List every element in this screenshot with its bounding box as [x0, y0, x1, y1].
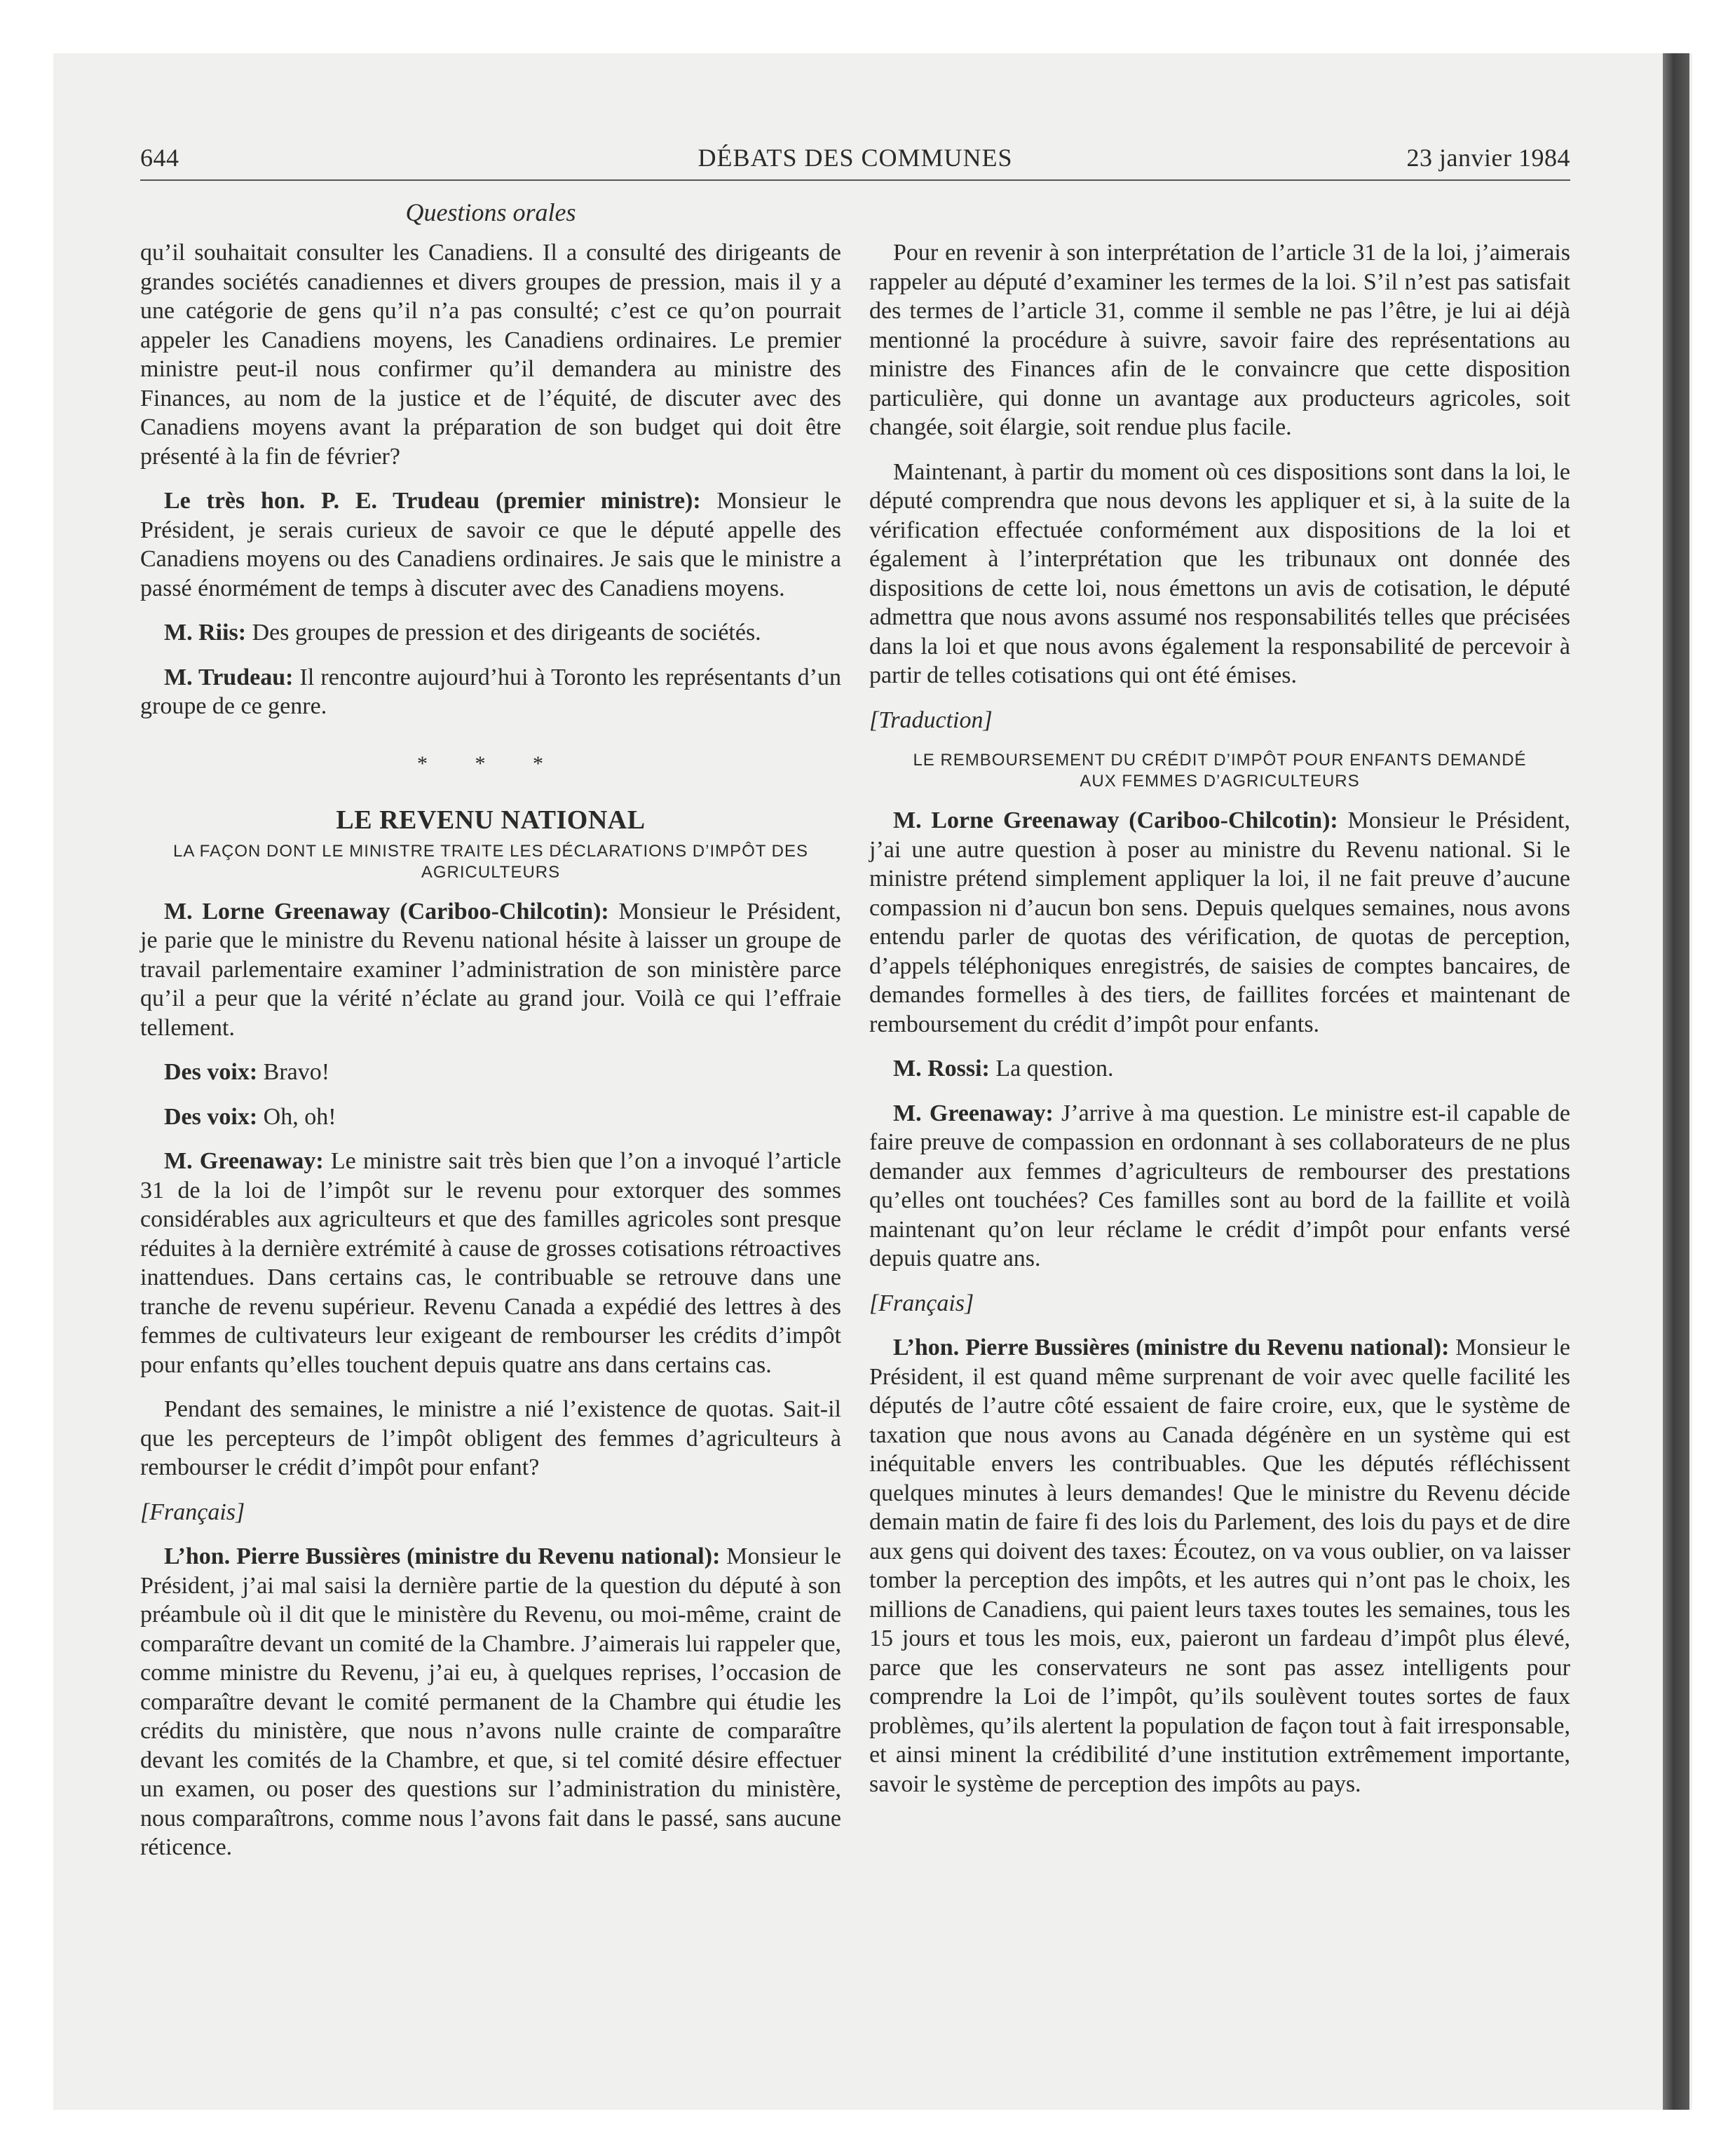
- section-heading: LE REVENU NATIONAL: [336, 805, 646, 835]
- issue-date: 23 janvier 1984: [1406, 144, 1570, 172]
- running-head: [140, 140, 1570, 181]
- section-label: Questions orales: [405, 198, 576, 226]
- paragraph: Pendant des semaines, le ministre a nié l’existence de quotas. Sait-il que les percepteurs de l’impôt obligent des femmes d’agriculteurs à rembourser le crédit d’impôt pour enfant?: [140, 1396, 841, 1480]
- speech-text: J’arrive à ma question. Le ministre est-il capable de faire preuve de compassion en ordonnant à ses collaborateurs de ne plus demander aux femmes d’agriculteurs de rembourser des prestations qu’elles ont touchées? Ces familles sont au bord de la faillite et voilà maintenant qu’on leur réclame le crédit d’impôt pour enfants versé depuis quatre ans.: [869, 1100, 1571, 1271]
- speaker-name: M. Lorne Greenaway (Cariboo-Chilcotin):: [164, 898, 609, 925]
- paragraph: [140, 1542, 841, 1862]
- paragraph: qu’il souhaitait consulter les Canadiens. Il a consulté des dirigeants de grandes sociétés canadiennes et divers groupes de pression, mais il y a une catégorie de gens qu’il n’a pas consulté; c’est ce qu’on pourrait appeler les Canadiens moyens, les Canadiens ordinaires. Le premier ministre peut-il nous confirmer qu’il demandera au ministre des Finances, au nom de la justice et de l’équité, de discuter avec des Canadiens moyens avant la préparation de son budget qui doit être présenté à la fin de février?: [140, 240, 841, 470]
- speech-text: Oh, oh!: [257, 1103, 336, 1130]
- speaker-name: M. Lorne Greenaway (Cariboo-Chilcotin):: [893, 807, 1338, 833]
- paragraph: Maintenant, à partir du moment où ces dispositions sont dans la loi, le député comprendra que nous devons les appliquer et si, à la suite de la vérification effectuée conformément aux dispositions de la loi et également à l’interprétation que les tribunaux ont donnée des dispositions de cette loi, nous émettons un avis de cotisation, le député admettra que nous avons assumé nos responsabilités telles que précisées dans la loi et que nous avons également la responsabilité de percevoir à partir de telles cotisations qui ont été émises.: [869, 458, 1570, 688]
- section-subheading: LA FAÇON DONT LE MINISTRE TRAITE LES DÉCLARATIONS D’IMPÔT DES AGRICULTEURS: [172, 841, 809, 882]
- paragraph: [869, 806, 1570, 1039]
- paragraph: [140, 1058, 841, 1087]
- paragraph: [869, 1333, 1570, 1799]
- speech-text: La question.: [989, 1056, 1114, 1082]
- language-marker: [Français]: [869, 1290, 974, 1316]
- speech-text: Monsieur le Président, j’ai mal saisi la dernière partie de la question du député à son préambule où il dit que le ministère du Revenu, ou moi-même, craint de comparaître devant un comité de la Chambre. J’aimerais lui rappeler que, comme ministre du Revenu, j’ai eu, à quelques reprises, l’occasion de comparaître devant le comité permanent de la Chambre qui étudie les crédits du ministère, que nous n’avons nulle crainte de comparaître devant les comités de la Chambre, et que, si tel comité désire effectuer un examen, ou poser des questions sur l’administration du ministère, nous comparaîtrons, comme nous l’avons fait dans le passé, sans aucune réticence.: [140, 1543, 841, 1860]
- speech-text: Monsieur le Président, je serais curieux de savoir ce que le député appelle des Canadiens moyens ou des Canadiens ordinaires. Je sais que le ministre a passé énormément de temps à discuter avec des Canadiens moyens.: [140, 488, 842, 601]
- language-marker: [Traduction]: [869, 707, 993, 733]
- paragraph: [869, 1054, 1570, 1084]
- paragraph: [140, 486, 841, 603]
- speaker-name: M. Trudeau:: [164, 664, 294, 690]
- speech-text: Bravo!: [257, 1059, 330, 1085]
- speaker-name: Le très hon. P. E. Trudeau (premier ministre):: [164, 488, 701, 514]
- speech-text: Le ministre sait très bien que l’on a invoqué l’article 31 de la loi de l’impôt sur le revenu pour extorquer des sommes considérables aux agriculteurs et que des familles agricoles sont presque réduites à la dernière extrémité à cause de grosses cotisations rétroactives inattendues. Dans certains cas, le contribuable se retrouve dans une tranche de revenu supérieur. Revenu Canada a expédié des lettres à des femmes de cultivateurs leur exigeant de rembourser les crédits d’impôt pour enfants qu’elles touchent depuis quatre ans dans certains cas.: [140, 1148, 841, 1378]
- paragraph: [140, 1147, 841, 1379]
- paragraph: [140, 618, 841, 648]
- speech-text: Des groupes de pression et des dirigeants de sociétés.: [246, 620, 761, 646]
- page-number: 644: [140, 144, 179, 172]
- section-divider: * * *: [417, 751, 564, 775]
- speaker-name: Des voix:: [164, 1059, 258, 1085]
- scan-edge: [1663, 53, 1689, 2110]
- speech-text: Il rencontre aujourd’hui à Toronto les représentants d’un groupe de ce genre.: [140, 664, 841, 719]
- speaker-name: L’hon. Pierre Bussières (ministre du Revenu national):: [164, 1543, 721, 1569]
- journal-title: DÉBATS DES COMMUNES: [698, 144, 1013, 172]
- speaker-name: M. Rossi:: [893, 1056, 990, 1082]
- language-marker: [Français]: [140, 1499, 245, 1525]
- section-subheading: LE REMBOURSEMENT DU CRÉDIT D’IMPÔT POUR ENFANTS DEMANDÉ AUX FEMMES D’AGRICULTEURS: [913, 751, 1527, 791]
- paragraph: [140, 1103, 841, 1132]
- speech-text: Monsieur le Président, je parie que le ministre du Revenu national hésite à laisser un groupe de travail parlementaire examiner l’administration de son ministère parce qu’il a peur que la vérité n’éclate au grand jour. Voilà ce qui l’effraie tellement.: [140, 898, 841, 1041]
- left-column: [140, 238, 841, 1878]
- paragraph: [140, 663, 841, 721]
- speaker-name: L’hon. Pierre Bussières (ministre du Revenu national):: [893, 1335, 1450, 1360]
- paragraph: Pour en revenir à son interprétation de l’article 31 de la loi, j’aimerais rappeler au député d’examiner les termes de la loi. S’il n’est pas satisfait des termes de l’article 31, comme il semble ne pas l’être, je lui ai déjà mentionné la procédure à suivre, savoir faire des représentations au ministre des Finances afin de le convaincre que cette disposition particulière, qui donne un avantage aux producteurs agricoles, soit changée, soit élargie, soit rendue plus facile.: [869, 240, 1570, 440]
- paragraph: [869, 1099, 1570, 1274]
- speaker-name: Des voix:: [164, 1103, 258, 1130]
- speech-text: Monsieur le Président, il est quand même surprenant de voir avec quelle facilité les députés de l’autre côté essaient de faire croire, eux, que le système de taxation que nous avons au Canada dégénère en un système qui est inéquitable envers les contribuables. Que les députés réfléchissent quelques minutes à leurs demandes! Que le ministre du Revenu décide demain matin de faire fi des lois du Parlement, des lois du pays et de dire aux gens qui doivent des taxes: Écoutez, on va vous oublier, on va laisser tomber la perception des impôts, et les autres qui n’ont pas le choix, les millions de Canadiens, qui paient leurs taxes toutes les semaines, tous les 15 jours et tous les mois, eux, paieront un fardeau d’impôt plus élevé, parce que les conservateurs ne sont pas assez intelligents pour comprendre la Loi de l’impôt, qu’ils soulèvent toutes sortes de faux problèmes, qu’ils alertent la population de façon tout à fait irresponsable, et ainsi minent la crédibilité d’une institution extrêmement importante, savoir le système de perception des impôts au pays.: [869, 1335, 1570, 1797]
- paragraph: [140, 897, 841, 1043]
- speaker-name: M. Greenaway:: [893, 1100, 1054, 1126]
- speech-text: Monsieur le Président, j’ai une autre question à poser au ministre du Revenu national. Si le ministre prétend simplement appliquer la loi, il ne fait preuve d’aucune compassion ni d’aucun bon sens. Depuis quelques semaines, nous avons entendu parler de quotas des vérification, de quotas de perception, d’appels téléphoniques enregistrés, de saisies de comptes bancaires, de demandes formelles à des tiers, de faillites forcées et maintenant de remboursement du crédit d’impôt pour enfants.: [869, 807, 1570, 1037]
- speaker-name: M. Riis:: [164, 620, 247, 646]
- right-column: [869, 238, 1570, 1814]
- speaker-name: M. Greenaway:: [164, 1148, 324, 1174]
